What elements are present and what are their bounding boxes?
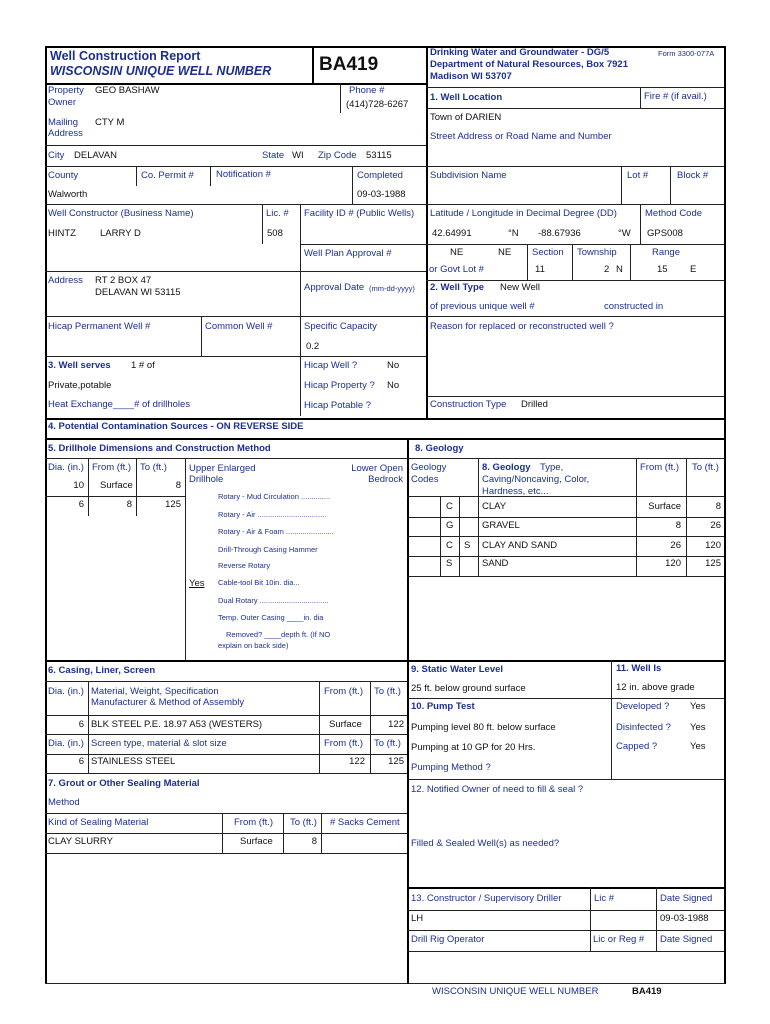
county-value: Walworth — [48, 189, 88, 200]
constructor-lic: 508 — [267, 228, 283, 239]
method-mud-circulation: Rotary - Mud Circulation .............. — [218, 492, 331, 501]
constructor-label: Well Constructor (Business Name) — [48, 208, 194, 219]
state-value: WI — [292, 150, 304, 161]
range-direction: E — [690, 264, 697, 275]
lot-label: Lot # — [627, 170, 649, 181]
drillhole-row-1-to: 8 — [175, 480, 181, 491]
method-removed: Removed? ____depth ft. (If NO — [226, 630, 331, 639]
well-serves-count: 1 # of — [131, 360, 155, 371]
drillhole-row-2-dia: 6 — [78, 499, 84, 510]
disinfected-value: Yes — [690, 722, 706, 733]
hicap-permanent-label: Hicap Permanent Well # — [48, 321, 151, 332]
city-label: City — [48, 150, 65, 161]
geology-type-header-3: Hardness, etc... — [482, 486, 549, 497]
casing-from-header: From (ft.) — [324, 686, 364, 697]
section-label: Section — [532, 247, 564, 258]
screen-from-header: From (ft.) — [324, 738, 364, 749]
geology-type-header-2: Caving/Noncaving, Color, — [482, 474, 590, 485]
method-code-value: GPS008 — [647, 228, 683, 239]
screen-to: 125 — [388, 756, 404, 767]
footer-label: WISCONSIN UNIQUE WELL NUMBER — [432, 986, 599, 997]
agency-line-2: Department of Natural Resources, Box 7921 — [430, 59, 628, 70]
latitude-unit: °N — [508, 228, 519, 239]
street-address-label: Street Address or Road Name and Number — [430, 131, 612, 142]
constructed-in-label: constructed in — [604, 301, 664, 312]
well-serves-label: 3. Well serves — [48, 360, 111, 371]
notified-owner-label: 12. Notified Owner of need to fill & seal ? — [411, 784, 584, 795]
heat-exchange-label: Heat Exchange____# of drillholes — [48, 399, 191, 410]
casing-material-header-2: Manufacturer & Method of Assembly — [91, 697, 245, 708]
grout-kind: CLAY SLURRY — [48, 836, 113, 847]
construction-type-value: Drilled — [521, 399, 548, 410]
form-title: Well Construction Report — [50, 49, 201, 63]
screen-to-header: To (ft.) — [374, 738, 401, 749]
footer-well-number: BA419 — [632, 986, 662, 997]
latitude-value: 42.64991 — [432, 228, 472, 239]
agency-line-1: Drinking Water and Groundwater - DG/5 — [430, 47, 610, 58]
reason-label: Reason for replaced or reconstructed well ? — [430, 321, 614, 332]
casing-dia-header: Dia. (in.) — [48, 686, 84, 697]
casing-to-header: To (ft.) — [374, 686, 401, 697]
method-temp-outer-casing: Temp. Outer Casing ____in. dia — [218, 613, 324, 622]
screen-dia: 6 — [78, 756, 84, 767]
method-air-foam: Rotary - Air & Foam ....................... — [218, 527, 334, 536]
geology-row-4-from: 120 — [665, 558, 681, 569]
casing-material-header-1: Material, Weight, Specification — [91, 686, 219, 697]
upper-enlarged-header: Upper Enlarged — [189, 463, 256, 474]
casing-label: 6. Casing, Liner, Screen — [48, 665, 156, 676]
hicap-well-value: No — [387, 360, 400, 371]
developed-value: Yes — [690, 701, 706, 712]
drillhole-dia-header: Dia. (in.) — [48, 462, 84, 473]
completed-date: 09-03-1988 — [357, 189, 406, 200]
static-water-label: 9. Static Water Level — [411, 664, 504, 675]
pumping-rate: Pumping at 10 GP for 20 Hrs. — [411, 742, 536, 753]
lower-open-header: Lower Open — [351, 463, 403, 474]
date-signed-label-2: Date Signed — [660, 934, 713, 945]
phone-label: Phone # — [349, 85, 385, 96]
grout-to-header: To (ft.) — [290, 817, 317, 828]
drillhole-row-2-to: 125 — [165, 499, 181, 510]
method-code-label: Method Code — [645, 208, 703, 219]
constructor-first-name: LARRY D — [100, 228, 141, 239]
casing-from: Surface — [329, 719, 362, 730]
developed-label: Developed ? — [616, 701, 670, 712]
well-type-value: New Well — [500, 282, 540, 293]
zip-value: 53115 — [366, 150, 392, 161]
constructor-driller-label: 13. Constructor / Supervisory Driller — [411, 893, 562, 904]
contamination-label: 4. Potential Contamination Sources - ON REVERSE SIDE — [48, 421, 304, 432]
geology-row-2-desc: GRAVEL — [482, 520, 520, 531]
grout-kind-header: Kind of Sealing Material — [48, 817, 149, 828]
well-is-label: 11. Well Is — [616, 663, 662, 674]
approval-date-label: Approval Date — [304, 282, 365, 293]
geology-type-header-1: 8. Geology — [482, 462, 531, 473]
date-signed-value: 09-03-1988 — [660, 913, 709, 924]
property-owner: GEO BASHAW — [95, 85, 160, 96]
geology-type-header-1b: Type, — [540, 462, 564, 473]
geology-row-2-from: 8 — [675, 520, 681, 531]
geology-to-header: To (ft.) — [692, 462, 719, 473]
well-serves-use: Private,potable — [48, 380, 112, 391]
above-grade-value: 12 in. above grade — [616, 682, 695, 693]
drillhole-label: 5. Drillhole Dimensions and Construction Method — [48, 443, 271, 454]
casing-material: BLK STEEL P.E. 18.97 A53 (WESTERS) — [91, 719, 263, 730]
govt-lot-label: or Govt Lot # — [429, 264, 484, 275]
block-label: Block # — [677, 170, 709, 181]
common-well-label: Common Well # — [205, 321, 273, 332]
geology-row-4-code-1: S — [446, 558, 453, 569]
method-dual-rotary: Dual Rotary ................................. — [218, 596, 329, 605]
geology-row-2-to: 26 — [710, 520, 721, 531]
casing-dia: 6 — [78, 719, 84, 730]
method-reverse-rotary: Reverse Rotary — [218, 561, 271, 570]
geology-codes-header-1: Geology — [411, 462, 447, 473]
geology-row-3-code-1: C — [446, 540, 453, 551]
grout-from: Surface — [240, 836, 273, 847]
screen-material: STAINLESS STEEL — [91, 756, 176, 767]
specific-capacity-value: 0.2 — [306, 341, 320, 352]
geology-from-header: From (ft.) — [640, 462, 680, 473]
geology-row-3-desc: CLAY AND SAND — [482, 540, 558, 551]
grout-from-header: From (ft.) — [234, 817, 274, 828]
drillhole-from-header: From (ft.) — [92, 462, 132, 473]
geology-row-4-to: 125 — [705, 558, 721, 569]
constructor-address-1: RT 2 BOX 47 — [95, 275, 152, 286]
longitude-unit: °W — [618, 228, 631, 239]
township-direction: N — [616, 264, 623, 275]
latlong-label: Latitude / Longitude in Decimal Degree (DD) — [430, 208, 617, 219]
geology-codes-header-2: Codes — [411, 474, 439, 485]
county-label: County — [48, 170, 79, 181]
pumping-level: Pumping level 80 ft. below surface — [411, 722, 556, 733]
method-cable-tool: Cable-tool Bit 10in. dia... — [218, 578, 300, 587]
mailing-label: Mailing — [48, 117, 79, 128]
grout-sacks-header: # Sacks Cement — [330, 817, 400, 828]
agency-line-3: Madison WI 53707 — [430, 71, 512, 82]
filled-sealed-label: Filled & Sealed Well(s) as needed? — [411, 838, 560, 849]
town-value: Town of DARIEN — [430, 112, 502, 123]
method-drill-through-casing: Drill-Through Casing Hammer — [218, 545, 318, 554]
well-location-label: 1. Well Location — [430, 92, 503, 103]
screen-from: 122 — [349, 756, 365, 767]
subdivision-label: Subdivision Name — [430, 170, 507, 181]
quarter-1: NE — [450, 247, 464, 258]
mailing-address: CTY M — [95, 117, 125, 128]
township-value: 2 — [604, 264, 610, 275]
geology-row-1-from: Surface — [648, 501, 681, 512]
lic-or-reg-label: Lic or Reg # — [593, 934, 645, 945]
method-explain: explain on back side) — [218, 641, 289, 650]
form-subtitle: WISCONSIN UNIQUE WELL NUMBER — [50, 64, 272, 78]
geology-row-2-code-1: G — [446, 520, 454, 531]
geology-row-3-to: 120 — [705, 540, 721, 551]
capped-label: Capped ? — [616, 741, 658, 752]
geology-row-4-desc: SAND — [482, 558, 509, 569]
city-value: DELAVAN — [74, 150, 117, 161]
constructor-address-2: DELAVAN WI 53115 — [95, 287, 181, 298]
hicap-well-label: Hicap Well ? — [304, 360, 358, 371]
hicap-potable-label: Hicap Potable ? — [304, 400, 372, 411]
static-water-value: 25 ft. below ground surface — [411, 683, 526, 694]
upper-drillhole-header: Drillhole — [189, 474, 224, 485]
approval-date-format: (mm-dd-yyyy) — [369, 284, 415, 293]
zip-label: Zip Code — [318, 150, 357, 161]
construction-type-label: Construction Type — [430, 399, 507, 410]
method-rotary-air: Rotary - Air ................................. — [218, 510, 327, 519]
notification-label: Notification # — [216, 169, 271, 180]
capped-value: Yes — [690, 741, 706, 752]
longitude-value: -88.67936 — [538, 228, 581, 239]
quarter-2: NE — [498, 247, 512, 258]
cable-tool-yes-mark: Yes — [189, 578, 205, 589]
completed-label: Completed — [357, 170, 403, 181]
signature-lic-label: Lic # — [594, 893, 615, 904]
address-label: Address — [48, 128, 83, 139]
co-permit-label: Co. Permit # — [141, 170, 194, 181]
grout-to: 8 — [311, 836, 317, 847]
well-type-label: 2. Well Type — [430, 282, 485, 293]
date-signed-label: Date Signed — [660, 893, 713, 904]
fire-number-label: Fire # (if avail.) — [644, 91, 707, 102]
grout-label: 7. Grout or Other Sealing Material — [48, 778, 200, 789]
hicap-property-value: No — [387, 380, 400, 391]
constructor-address-label: Address — [48, 275, 83, 286]
section-value: 11 — [535, 264, 545, 275]
owner-label: Owner — [48, 97, 76, 108]
grout-method-label: Method — [48, 797, 80, 808]
geology-row-3-code-2: S — [464, 540, 471, 551]
phone-value: (414)728-6267 — [346, 99, 409, 110]
drillhole-row-1-from: Surface — [100, 480, 133, 491]
hicap-property-label: Hicap Property ? — [304, 380, 375, 391]
driller-initials: LH — [411, 913, 424, 924]
geology-row-1-desc: CLAY — [482, 501, 507, 512]
lower-bedrock-header: Bedrock — [368, 474, 403, 485]
pump-test-label: 10. Pump Test — [411, 701, 475, 712]
casing-to: 122 — [388, 719, 404, 730]
form-number: Form 3300-077A — [658, 49, 715, 58]
range-value: 15 — [657, 264, 668, 275]
lic-label: Lic. # — [266, 208, 289, 219]
geology-row-1-code-1: C — [446, 501, 453, 512]
township-label: Township — [577, 247, 617, 258]
range-label: Range — [652, 247, 680, 258]
state-label: State — [262, 150, 285, 161]
geology-label: 8. Geology — [415, 443, 464, 454]
well-number: BA419 — [319, 54, 379, 75]
constructor-last-name: HINTZ — [48, 228, 76, 239]
drillhole-row-1-dia: 10 — [73, 480, 84, 491]
pumping-method-label: Pumping Method ? — [411, 762, 491, 773]
previous-well-label: of previous unique well # — [430, 301, 535, 312]
screen-type-header: Screen type, material & slot size — [91, 738, 227, 749]
screen-dia-header: Dia. (in.) — [48, 738, 84, 749]
specific-capacity-label: Specific Capacity — [304, 321, 377, 332]
drillhole-row-2-from: 8 — [126, 499, 132, 510]
well-plan-label: Well Plan Approval # — [304, 248, 392, 259]
facility-id-label: Facility ID # (Public Wells) — [304, 208, 415, 219]
geology-row-1-to: 8 — [715, 501, 721, 512]
disinfected-label: Disinfected ? — [616, 722, 671, 733]
geology-row-3-from: 26 — [670, 540, 681, 551]
drillhole-to-header: To (ft.) — [140, 462, 167, 473]
property-label: Property — [48, 85, 84, 96]
drill-rig-operator-label: Drill Rig Operator — [411, 934, 485, 945]
